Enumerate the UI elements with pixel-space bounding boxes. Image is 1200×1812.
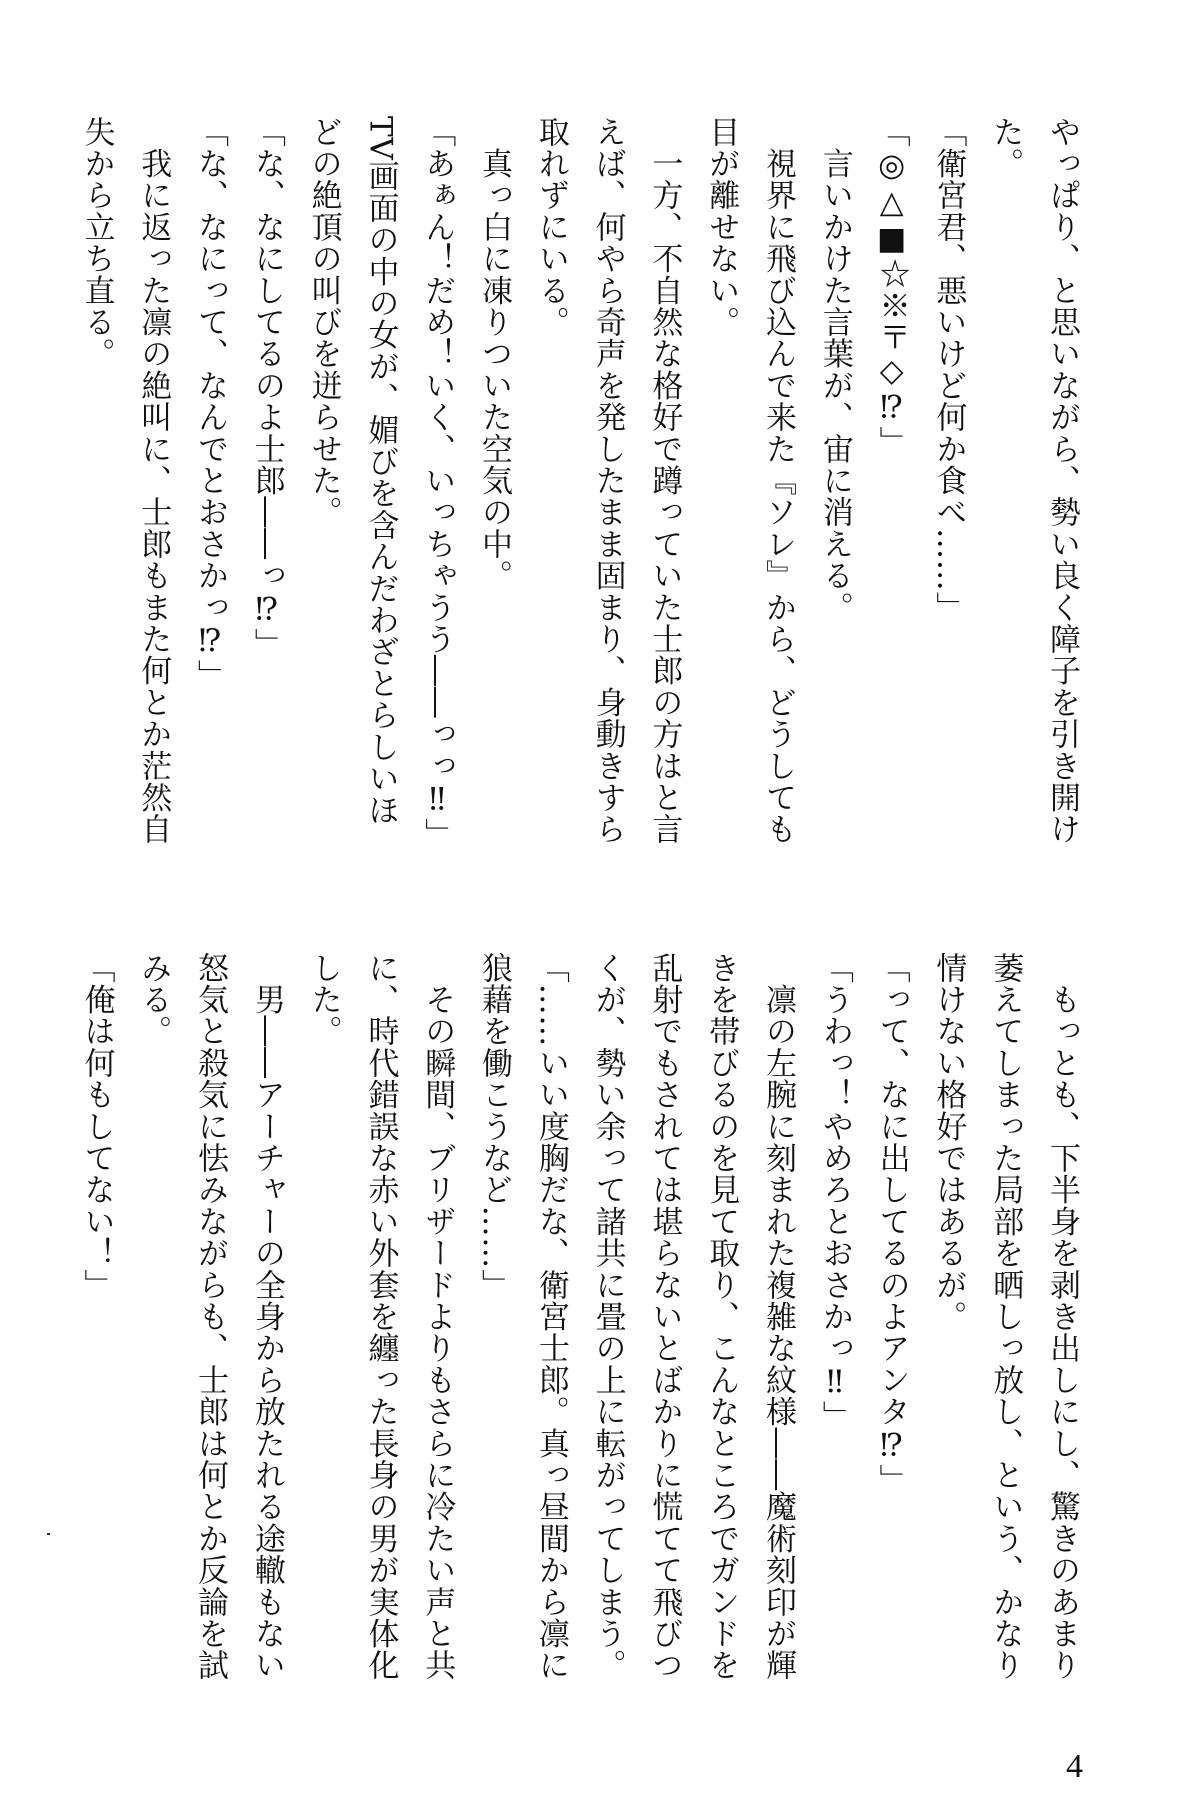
text-column: 我に返った凛の絶叫に、士郎もまた何とか茫然自 — [135, 116, 172, 846]
text-column: 狼藉を働こうなど……」 — [476, 952, 513, 1301]
text-column: 目が離せない。 — [703, 116, 740, 338]
text-column: 失から立ち直る。 — [78, 116, 115, 370]
text-column: 視界に飛び込んで来た『ソレ』から、どうしても — [760, 116, 797, 846]
text-column: 怒気と殺気に怯みながらも、士郎は何とか反論を試 — [192, 952, 229, 1682]
text-column: 萎えてしまった局部を晒しっ放し、という、かなり — [987, 952, 1024, 1682]
text-column: 「衛宮君、悪いけど何か食べ……」 — [930, 116, 967, 624]
text-column: 真っ白に凍りついた空気の中。 — [476, 116, 513, 592]
text-column: 「……いい度胸だな、衛宮士郎。真っ昼間から凛に — [532, 952, 569, 1682]
text-column: やっぱり、と思いながら、勢い良く障子を引き開け — [1044, 116, 1080, 846]
text-column: 乱射でもされては堪らないとばかりに慌てて飛びつ — [646, 952, 683, 1682]
text-column: どの絶頂の叫びを迸らせた。 — [305, 116, 342, 529]
text-column: みる。 — [135, 952, 172, 1048]
text-column: 「な、なにって、なんでとおさかっ⁉」 — [192, 116, 229, 692]
text-column: 一方、不自然な格好で蹲っていた士郎の方はと言 — [646, 116, 683, 846]
text-column: 凛の左腕に刻まれた複雑な紋様――魔術刻印が輝 — [760, 952, 797, 1682]
text-column: 取れずにいる。 — [532, 116, 569, 338]
text-column: た。 — [987, 116, 1024, 180]
text-column: 「って、なに出してるのよアンタ⁉」 — [873, 952, 910, 1496]
scan-speck — [47, 1533, 50, 1535]
text-column: えば、何やら奇声を発したまま固まり、身動きすら — [589, 116, 626, 846]
text-column: きを帯びるのを見て取り、こんなところでガンドを — [703, 952, 740, 1682]
text-column: 情けない格好ではあるが。 — [930, 952, 967, 1333]
text-column: 男――アーチャーの全身から放たれる途轍もない — [248, 952, 285, 1682]
page-number: 4 — [1066, 1748, 1083, 1785]
text-column: TV画面の中の女が、媚びを含んだわざとらしいほ — [362, 116, 399, 827]
text-column: 「な、なにしてるのよ士郎――っ⁉」 — [248, 116, 285, 660]
text-block-top — [66, 116, 1090, 886]
text-column: 言いかけた言葉が、宙に消える。 — [816, 116, 853, 624]
text-block-bottom — [66, 952, 1090, 1732]
text-column: 「あぁん！だめ！いく、いっちゃうう――っっ‼」 — [419, 116, 456, 851]
text-column: 「◎△■☆※〒◇⁉」 — [873, 116, 910, 458]
text-column: に、時代錯誤な赤い外套を纏った長身の男が実体化 — [362, 952, 399, 1682]
text-column: くが、勢い余って諸共に畳の上に転がってしまう。 — [589, 952, 626, 1682]
text-column: 「俺は何もしてない！」 — [78, 952, 115, 1301]
text-column: 「うわっ！やめろとおさかっ‼」 — [816, 952, 853, 1433]
text-column: その瞬間、ブリザードよりもさらに冷たい声と共 — [419, 952, 456, 1682]
text-column: もっとも、下半身を剥き出しにし、驚きのあまり — [1044, 952, 1080, 1682]
text-column: した。 — [305, 952, 342, 1048]
